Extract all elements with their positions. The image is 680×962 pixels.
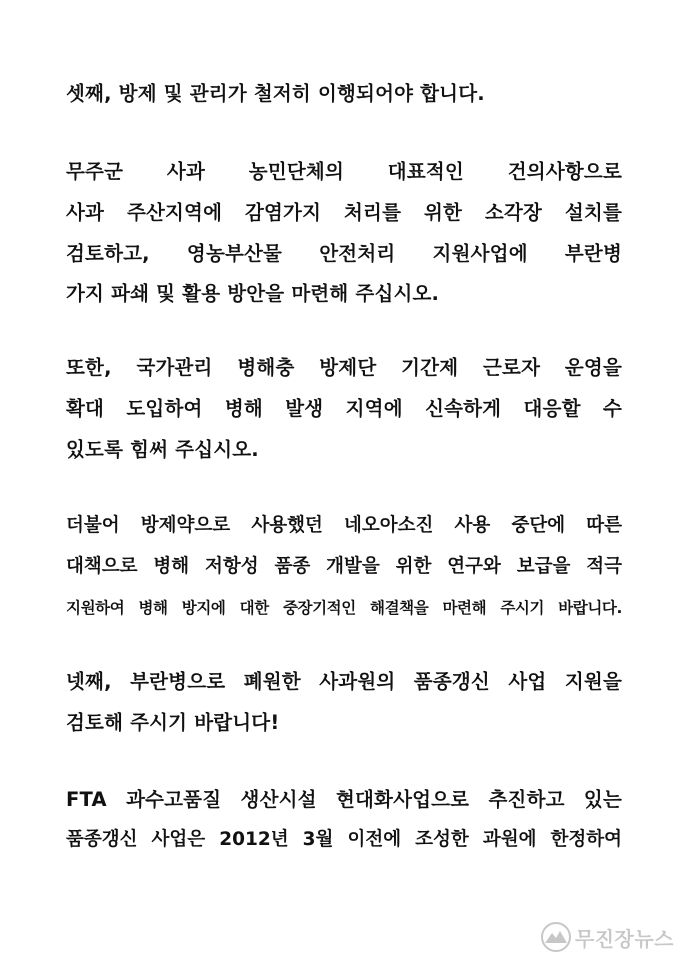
paragraph-4-line-1: 더불어 방제약으로 사용했던 네오아소진 사용 중단에 따른 [66,515,622,536]
paragraph-2-line-2: 사과 주산지역에 감염가지 처리를 위한 소각장 설치를 [66,201,622,224]
paragraph-3-line-3: 있도록 힘써 주십시오. [66,438,259,461]
paragraph-3-line-1: 또한, 국가관리 병해충 방제단 기간제 근로자 운영을 [66,356,622,379]
watermark [541,920,674,954]
paragraph-2-line-4: 가지 파쇄 및 활용 방안을 마련해 주십시오. [66,282,440,305]
paragraph-4-line-3: 지원하여 병해 방지에 대한 중장기적인 해결책을 마련해 주시기 바랍니다. [66,599,622,617]
paragraph-4-line-2: 대책으로 병해 저항성 품종 개발을 위한 연구와 보급을 적극 [66,556,622,577]
paragraph-5-line-1: 넷째, 부란병으로 폐원한 사과원의 품종갱신 사업 지원을 [66,670,622,693]
watermark-text: 무진장뉴스 [574,926,674,951]
paragraph-5-line-2: 검토해 주시기 바랍니다! [66,711,280,734]
paragraph-3-line-2: 확대 도입하여 병해 발생 지역에 신속하게 대응할 수 [66,397,622,420]
mountain-logo-icon [541,922,571,952]
paragraph-2-line-1: 무주군 사과 농민단체의 대표적인 건의사항으로 [66,160,622,183]
paragraph-6-line-2: 품종갱신 사업은 2012년 3월 이전에 조성한 과원에 한정하여 [66,829,622,850]
paragraph-2-line-3: 검토하고, 영농부산물 안전처리 지원사업에 부란병 [66,242,622,265]
paragraph-1-line-1: 셋째, 방제 및 관리가 철저히 이행되어야 합니다. [66,82,485,105]
paragraph-6-line-1: FTA 과수고품질 생산시설 현대화사업으로 추진하고 있는 [66,788,622,811]
